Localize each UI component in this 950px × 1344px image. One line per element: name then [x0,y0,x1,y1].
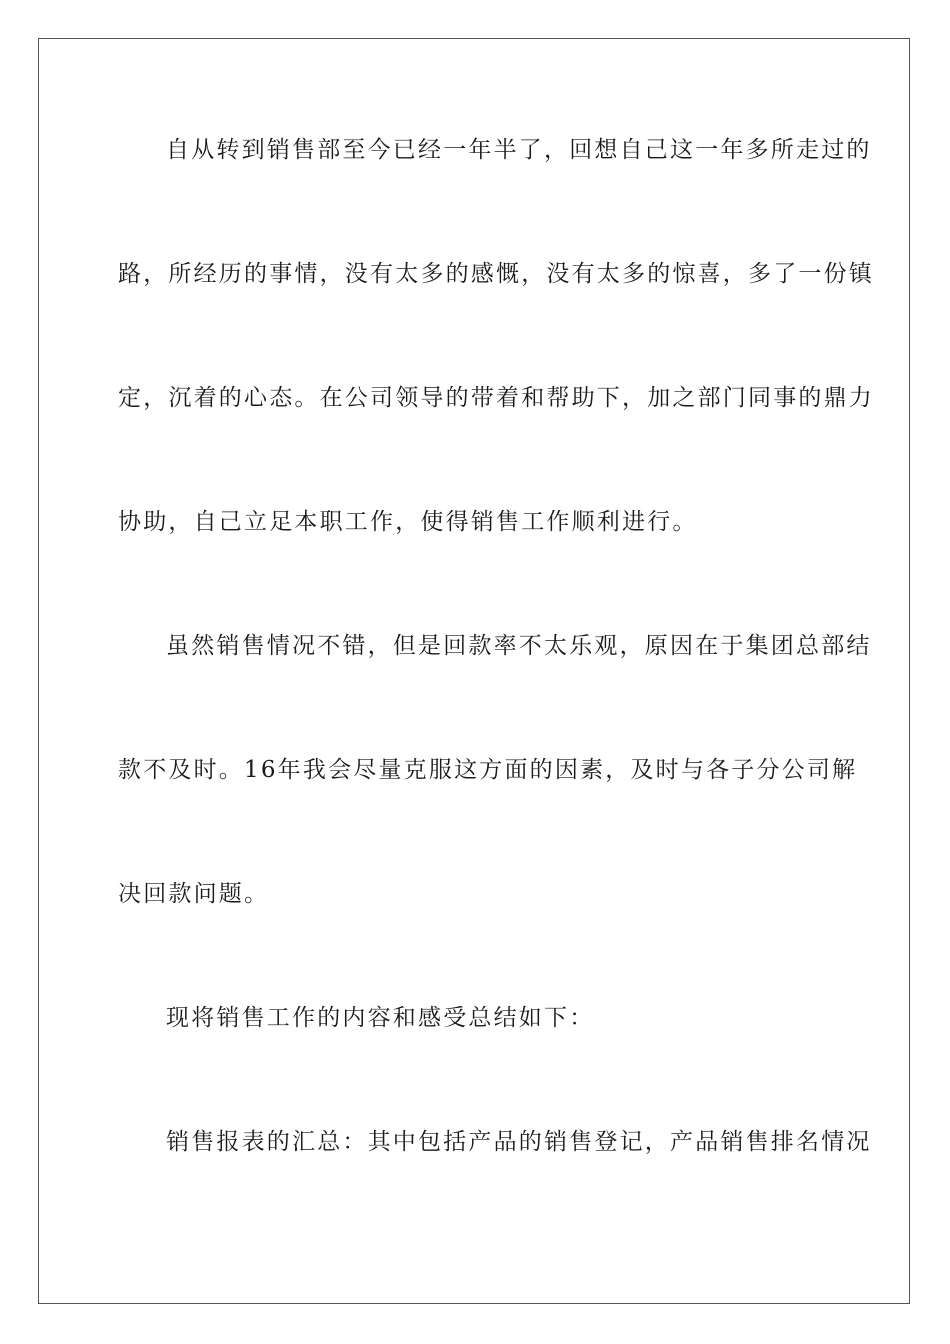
paragraph-2-line-1: 虽然销售情况不错，但是回款率不太乐观，原因在于集团总部结 [166,633,872,659]
paragraph-1-line-4: 协助，自己立足本职工作，使得销售工作顺利进行。 [118,509,698,535]
paragraph-1-line-3: 定，沉着的心态。在公司领导的带着和帮助下，加之部门同事的鼎力 [118,385,874,411]
paragraph-3-line-1: 现将销售工作的内容和感受总结如下： [166,1005,595,1031]
paragraph-2-line-3: 决回款问题。 [118,881,270,907]
paragraph-4-line-1: 销售报表的汇总：其中包括产品的销售登记，产品销售排名情况 [166,1129,872,1155]
paragraph-2-line-2: 款不及时。16年我会尽量克服这方面的因素，及时与各子分公司解 [118,757,858,783]
paragraph-1-line-1: 自从转到销售部至今已经一年半了，回想自己这一年多所走过的 [166,137,872,163]
paragraph-1-line-2: 路，所经历的事情，没有太多的感慨，没有太多的惊喜，多了一份镇 [118,261,874,287]
page-border [38,38,910,1304]
